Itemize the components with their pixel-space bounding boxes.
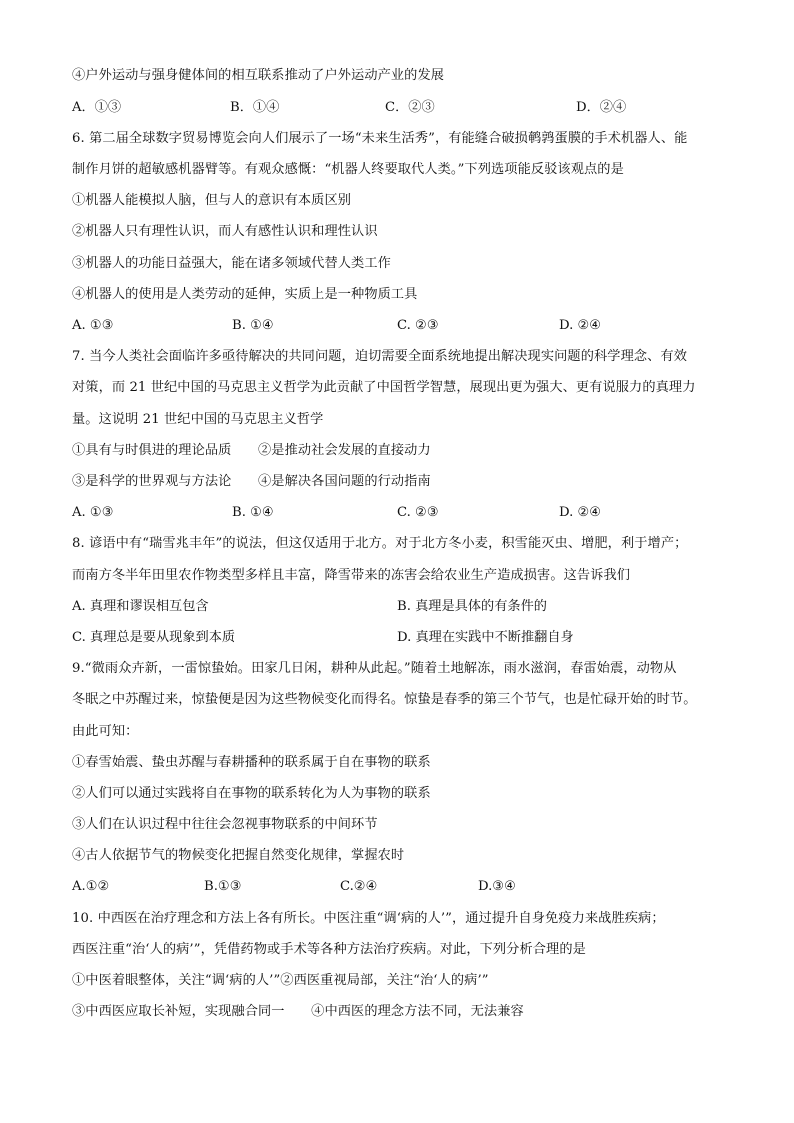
q10-stem-line-1: 10. 中西医在治疗理念和方法上各有所长。中医注重“调‘病的人’”，通过提升自身免疫力来战胜疾病； — [72, 911, 665, 926]
q8-options-row-1 — [72, 597, 732, 617]
q7-option-d[interactable]: D. ②④ — [559, 505, 602, 520]
q5-option-a[interactable]: A．①③ — [72, 100, 122, 115]
q6-statement-3: ③机器人的功能日益强大，能在诸多领域代替人类工作 — [72, 256, 391, 271]
q9-stem-line-1: 9.“微雨众卉新，一雷惊蛰始。田家几日闲，耕种从此起。”随着土地解冻，雨水滋润，春雷始震，动物从 — [72, 661, 677, 676]
q7-options — [72, 503, 732, 523]
q7-stem-line-1: 7. 当今人类社会面临许多亟待解决的共同问题，迫切需要全面系统地提出解决现实问题的科学理念、有效 — [72, 349, 688, 364]
q9-stem-line-3: 由此可知： — [72, 724, 139, 739]
q7-statements-row-2: ③是科学的世界观与方法论 ④是解决各国问题的行动指南 — [72, 474, 431, 489]
q10-statements-row-1: ①中医着眼整体，关注“调‘病的人’”②西医重视局部，关注“治‘人的病’” — [72, 973, 489, 988]
q9-options — [72, 877, 732, 897]
q6-option-c[interactable]: C. ②③ — [397, 318, 439, 333]
q9-statement-1: ①春雪始震、蛰虫苏醒与春耕播种的联系属于自在事物的联系 — [72, 755, 431, 770]
q6-statement-1: ①机器人能模拟人脑，但与人的意识有本质区别 — [72, 193, 352, 208]
q7-statements-row-1: ①具有与时俱进的理论品质 ②是推动社会发展的直接动力 — [72, 443, 431, 458]
q7-option-a[interactable]: A. ①③ — [72, 505, 114, 520]
q10-statements-row-2: ③中西医应取长补短，实现融合同一 ④中西医的理念方法不同，无法兼容 — [72, 1004, 524, 1019]
q5-statement-4: ④户外运动与强身健体间的相互联系推动了户外运动产业的发展 — [72, 68, 445, 83]
q6-stem-line-2: 制作月饼的超敏感机器臂等。有观众感慨：“机器人终要取代人类。”下列选项能反驳该观点的是 — [72, 162, 624, 177]
q9-option-d[interactable]: D.③④ — [478, 879, 516, 894]
q5-options — [72, 98, 732, 118]
q5-option-b[interactable]: B．①④ — [230, 100, 280, 115]
q6-option-d[interactable]: D. ②④ — [559, 318, 602, 333]
q7-option-c[interactable]: C. ②③ — [397, 505, 439, 520]
q9-option-a[interactable]: A.①② — [72, 879, 110, 894]
q6-option-a[interactable]: A. ①③ — [72, 318, 114, 333]
q6-options — [72, 316, 732, 336]
q9-option-b[interactable]: B.①③ — [204, 879, 242, 894]
q9-statement-3: ③人们在认识过程中往往会忽视事物联系的中间环节 — [72, 817, 378, 832]
q5-option-d[interactable]: D．②④ — [576, 100, 627, 115]
q6-stem-line-1: 6. 第二届全球数字贸易博览会向人们展示了一场“未来生活秀”，有能缝合破损鹌鹑蛋膜的手术机器人、能 — [72, 131, 688, 146]
q6-option-b[interactable]: B. ①④ — [232, 318, 274, 333]
q9-statement-4: ④古人依据节气的物候变化把握自然变化规律，掌握农时 — [72, 848, 405, 863]
q8-options-row-2 — [72, 628, 732, 648]
q7-option-b[interactable]: B. ①④ — [232, 505, 274, 520]
q5-option-c[interactable]: C．②③ — [385, 100, 435, 115]
q7-stem-line-2: 对策，而 21 世纪中国的马克思主义哲学为此贡献了中国哲学智慧，展现出更为强大、更有说服力的真理力 — [72, 380, 696, 395]
q8-stem-line-2: 而南方冬半年田里农作物类型多样且丰富，降雪带来的冻害会给农业生产造成损害。这告诉我们 — [72, 568, 631, 583]
q8-option-c[interactable]: C. 真理总是要从现象到本质 — [72, 630, 236, 645]
q6-statement-4: ④机器人的使用是人类劳动的延伸，实质上是一种物质工具 — [72, 287, 418, 302]
q8-option-b[interactable]: B. 真理是具体的有条件的 — [397, 599, 547, 614]
q8-stem-line-1: 8. 谚语中有“瑞雪兆丰年”的说法，但这仅适用于北方。对于北方冬小麦，积雪能灭虫、增肥，利于增产； — [72, 536, 688, 551]
q10-stem-line-2: 西医注重“治‘人的病’”，凭借药物或手术等各种方法治疗疾病。对此，下列分析合理的是 — [72, 942, 586, 957]
q9-stem-line-2: 冬眠之中苏醒过来，惊蛰便是因为这些物候变化而得名。惊蛰是春季的第三个节气，也是忙碌开始的时节。 — [72, 692, 697, 707]
q8-option-a[interactable]: A. 真理和谬误相互包含 — [72, 599, 209, 614]
q6-statement-2: ②机器人只有理性认识，而人有感性认识和理性认识 — [72, 224, 378, 239]
q8-option-d[interactable]: D. 真理在实践中不断推翻自身 — [397, 630, 574, 645]
q9-option-c[interactable]: C.②④ — [340, 879, 378, 894]
q7-stem-line-3: 量。这说明 21 世纪中国的马克思主义哲学 — [72, 412, 324, 427]
q9-statement-2: ②人们可以通过实践将自在事物的联系转化为人为事物的联系 — [72, 786, 431, 801]
